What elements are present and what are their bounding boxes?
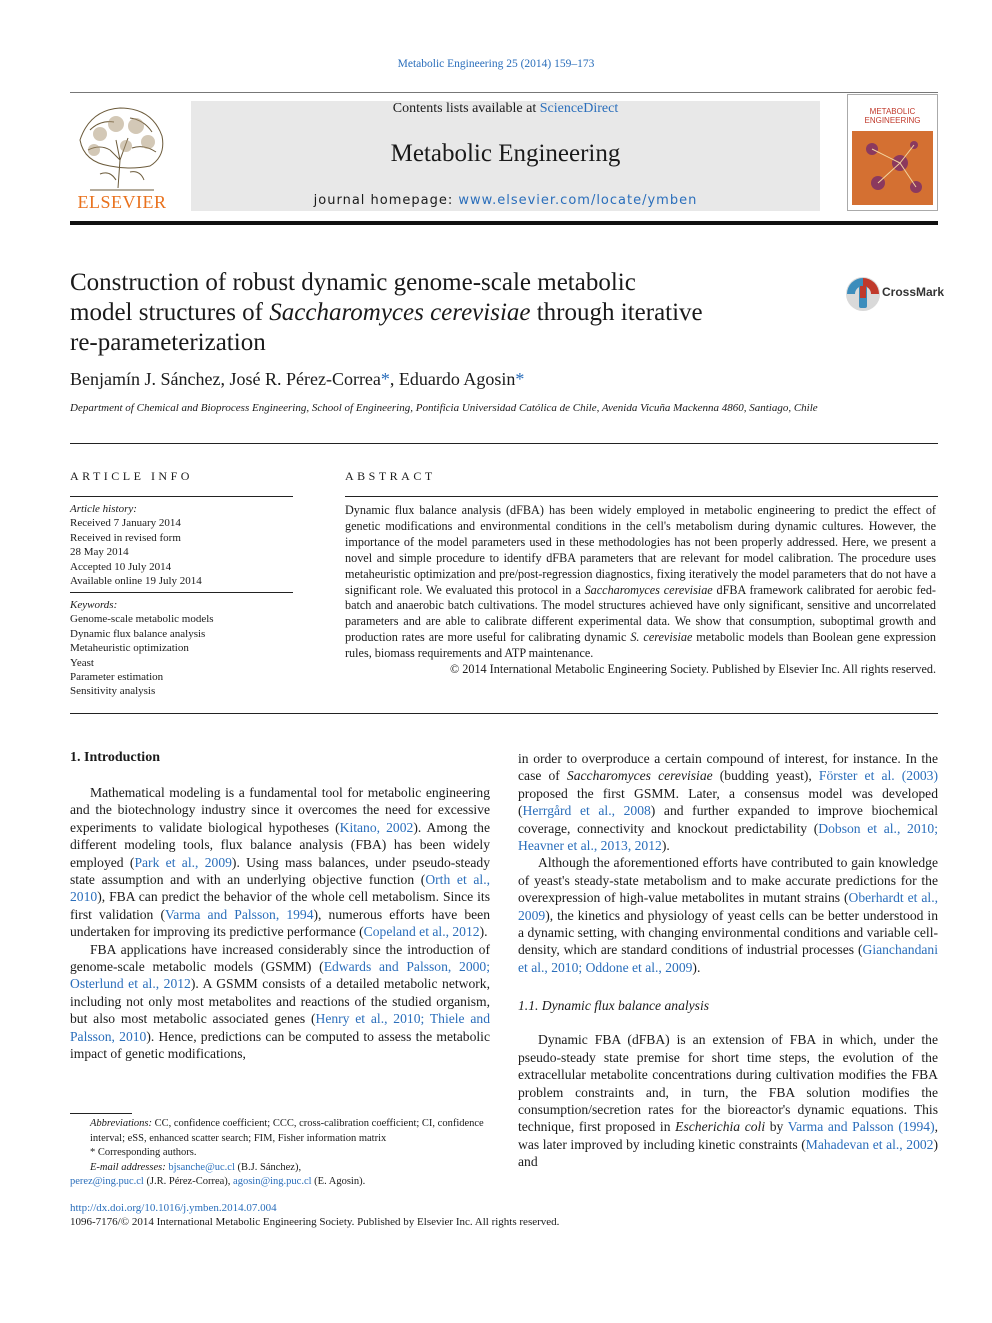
email-footnote-cont [70,1175,492,1190]
title-line-3: re-parameterization [70,329,266,356]
divider [70,713,938,714]
history-item: Received 7 January 2014 [70,517,181,530]
abstract-species: S. cerevisiae [630,630,693,645]
spacer [518,1014,938,1031]
footnote-rule [70,1113,132,1114]
abbreviations-text: CC, confidence coefficient; CCC, cross-calibration coefficient; CI, confidence interval; eSS, enhanced scatter search; FIM, Fisher information matrix [90,1118,484,1144]
text: Mathematical modeling is a fundamental tool for metabolic engineering and the biotechnology industry since it overcomes the need for excessive experiments to validate biological hypotheses ( [70,785,490,835]
article-title [70,268,790,358]
keyword: Parameter estimation [70,671,164,684]
paragraph [70,941,490,1063]
citation-link[interactable]: Mahadevan et al., 2002 [805,1136,934,1152]
crossmark-label[interactable]: CrossMark [882,285,945,299]
citation-link[interactable]: Kitano, 2002 [339,819,414,835]
text: ) and further expanded to improve biochemical coverage, connectivity and knockout predictability ( [518,803,938,836]
paragraph [70,784,490,941]
affiliation: Department of Chemical and Bioprocess Engineering, School of Engineering, Pontificia Universidad Católica de Chile, Avenida Vicuña Mackenna 4860, Santiago, Chile [70,402,818,414]
email-owner: (B.J. Sánchez), [234,1161,302,1173]
citation-link[interactable]: Förster et al. (2003) [818,768,938,784]
doi-link[interactable]: http://dx.doi.org/10.1016/j.ymben.2014.07.004 [70,1202,277,1214]
abstract-part: Dynamic flux balance analysis (dFBA) has been widely employed in metabolic engineering to predict the effect of genetic modifications and environmental conditions in the cell's metabolism during dynamic cultures. However, the importance of the model parameters used in these methodologies has not been properly addressed. Here, we present a novel and simple procedure to identify dFBA parameters that are relevant for model calibration. The procedure uses metaheuristic optimization and pre/post-regression diagnostics, fixing iteratively the model parameters that do not have a significant role. We evaluated this protocol in a [345,503,936,597]
body-left-column [70,784,490,1063]
text: proposed the first GSMM. Later, a consensus model was developed ( [518,785,938,819]
journal-citation[interactable]: Metabolic Engineering 25 (2014) 159–173 [397,58,595,70]
text: ), numerous efforts have been undertaken for improving its predictive performance ( [70,906,490,940]
keyword: Dynamic flux balance analysis [70,627,206,640]
citation-link[interactable]: Herrgård et al., 2008 [522,803,651,819]
email-owner: (J.R. Pérez-Correa), [143,1176,234,1188]
text: , was later improved by including kinetic constraints ( [518,1119,939,1152]
crossmark-icon [845,276,881,312]
keywords [70,598,295,699]
keyword: Yeast [70,656,94,669]
citation-link[interactable]: Copeland et al., 2012 [363,924,480,940]
corresponding-marker-2[interactable]: * [515,369,525,389]
abbreviations-label: Abbreviations: [90,1118,153,1129]
divider [70,443,938,444]
cover-art-icon [848,129,937,209]
text: ). A GSMM consists of a detailed metabolic network, including not only most metabolites and reactions of the studied organism, but also most metabolic associated genes ( [70,976,490,1027]
article-info-heading: ARTICLE INFO [70,469,193,483]
text: (budding yeast), [712,768,819,784]
subsection-heading: 1.1. Dynamic flux balance analysis [518,998,710,1014]
author-agosin: Eduardo Agosin [398,369,516,389]
journal-cover-thumbnail[interactable] [847,94,938,211]
corresponding-footnote: * Corresponding authors. [90,1147,197,1159]
header-thick-rule [70,221,938,225]
history-item: Accepted 10 July 2014 [70,560,172,573]
paragraph [518,1031,938,1170]
email-link[interactable]: perez@ing.puc.cl [70,1176,144,1188]
citation-link[interactable]: Henry et al., 2010; Thiele and Palsson, 2010 [70,1011,490,1044]
text: ). [661,838,670,854]
species-name: Escherichia coli [675,1119,766,1135]
title-line-2-post: through iterative [530,299,703,326]
text: Dynamic FBA (dFBA) is an extension of FBA in which, under the pseudo-steady state premise for short time steps, the evolution of the extracellular metabolite concentrations during cultivation modifies the FBA problem constraints and, in turn, the FBA solution modifies the consumption/secretion rates for the bioreactor's dynamic equations. This technique, first proposed in [518,1032,938,1135]
cover-title-line1: METABOLIC [869,107,916,116]
history-label: Article history: [70,503,137,515]
divider [70,592,293,593]
keywords-label: Keywords: [70,599,118,611]
paragraph [518,750,938,854]
text: in order to overproduce a certain compound of interest, for instance. In the case of [518,751,938,784]
abstract-part: dFBA framework calibrated for aerobic fed-batch and anaerobic batch cultivations. The model structures achieved have only significant, sensitive and uncorrelated parameters and are able to calibrate different experimental data. We show that consumption, suboptimal growth and production rates are more useful for calibrating dynamic [345,582,936,645]
text: ). [479,924,488,940]
abstract-part: metabolic models than Boolean gene expression rules, biomass requirements and ATP maintenance. [345,630,936,661]
elsevier-logo [70,100,174,212]
sciencedirect-link[interactable]: ScienceDirect [539,101,619,116]
footnotes [70,1117,492,1190]
text: ). Hence, predictions can be computed to assess the metabolic impact of genetic modifications, [70,1028,490,1062]
text: ). [692,959,701,975]
citation-link[interactable]: Gianchandani et al., 2010; Oddone et al., 2009 [518,942,938,975]
title-line-1: Construction of robust dynamic genome-scale metabolic [70,269,636,296]
citation-link[interactable]: Park et al., 2009 [134,854,232,870]
section-heading-introduction: 1. Introduction [70,750,160,765]
body-right-column [518,750,938,1171]
keyword: Metaheuristic optimization [70,642,189,655]
email-link[interactable]: agosin@ing.puc.cl [233,1176,312,1188]
text: ). Using mass balances, under pseudo-steady state assumption and with an underlying objective function ( [70,854,490,888]
history-item: 28 May 2014 [70,546,129,559]
elsevier-wordmark: ELSEVIER [77,192,167,212]
citation-link[interactable]: Dobson et al., 2010; Heavner et al., 2013, 2012 [518,820,939,854]
citation-link[interactable]: Varma and Palsson (1994) [787,1119,935,1135]
contents-prefix: Contents lists available at [392,101,540,116]
citation-link[interactable]: Varma and Palsson, 1994 [164,906,314,922]
text: ), the kinetics and physiology of yeast cells can be better understood in a dynamic setting, with changing environmental conditions and variable cell-density, which are standard conditions of industrial processes ( [518,907,938,958]
email-owner: (E. Agosin). [311,1176,366,1188]
history-item: Received in revised form [70,531,181,544]
abbreviations-footnote [70,1117,492,1146]
keyword: Sensitivity analysis [70,685,156,698]
keyword: Genome-scale metabolic models [70,613,214,626]
text: ). Among the different modeling tools, flux balance analysis (FBA) has been widely employed ( [70,819,491,870]
journal-homepage [191,193,820,208]
email-label: E-mail addresses: [90,1161,166,1173]
citation-link[interactable]: Orth et al., 2010 [70,872,490,905]
text: Although the aforementioned efforts have contributed to gain knowledge of yeast's steady-state metabolism and to make accurate predictions for the overexpression of high-value metabolites in mutant strains ( [518,855,938,906]
corresponding-marker-1[interactable]: * [380,369,390,389]
divider [70,496,293,497]
divider [345,496,938,497]
author-perez-correa: José R. Pérez-Correa [229,369,381,389]
abstract-heading: ABSTRACT [345,469,436,483]
citation-link[interactable]: Oberhardt et al., 2009 [518,890,938,923]
text: ), FBA can predict the behavior of the whole cell metabolism. Since its first validation ( [70,889,490,922]
email-link[interactable]: bjsanche@uc.cl [168,1161,235,1173]
homepage-prefix: journal homepage: [313,193,459,208]
abstract-text [345,503,936,678]
copyright-line: 1096-7176/© 2014 International Metabolic Engineering Society. Published by Elsevier Inc. All rights reserved. [70,1216,560,1228]
title-line-2-pre: model structures of [70,299,270,326]
homepage-link[interactable]: www.elsevier.com/locate/ymben [458,193,698,208]
article-history [70,502,295,588]
header-top-rule [70,92,938,93]
email-footnote [70,1161,492,1176]
text: ) and [518,1136,938,1170]
text: FBA applications have increased considerably since the introduction of genome-scale metabolic models (GSMM) ( [70,941,490,975]
author-list: Benjamín J. Sánchez, José R. Pérez-Correa*, Eduardo Agosin* [70,369,525,389]
abstract-copyright: © 2014 International Metabolic Engineering Society. Published by Elsevier Inc. All rights reserved. [449,662,936,677]
title-line-2 [70,298,790,328]
paragraph [518,854,938,976]
cover-title-line2: ENGINEERING [864,116,921,125]
history-item: Available online 19 July 2014 [70,575,202,588]
journal-name: Metabolic Engineering [390,140,621,167]
title-species: Saccharomyces cerevisiae [269,299,531,326]
abstract-species: Saccharomyces cerevisiae [584,582,713,597]
citation-link[interactable]: Edwards and Palsson, 2000; Osterlund et al., 2012 [70,959,491,992]
contents-line [191,101,820,117]
text: by [765,1119,788,1135]
species-name: Saccharomyces cerevisiae [566,768,713,784]
author-sanchez: Benjamín J. Sánchez, [70,369,230,389]
